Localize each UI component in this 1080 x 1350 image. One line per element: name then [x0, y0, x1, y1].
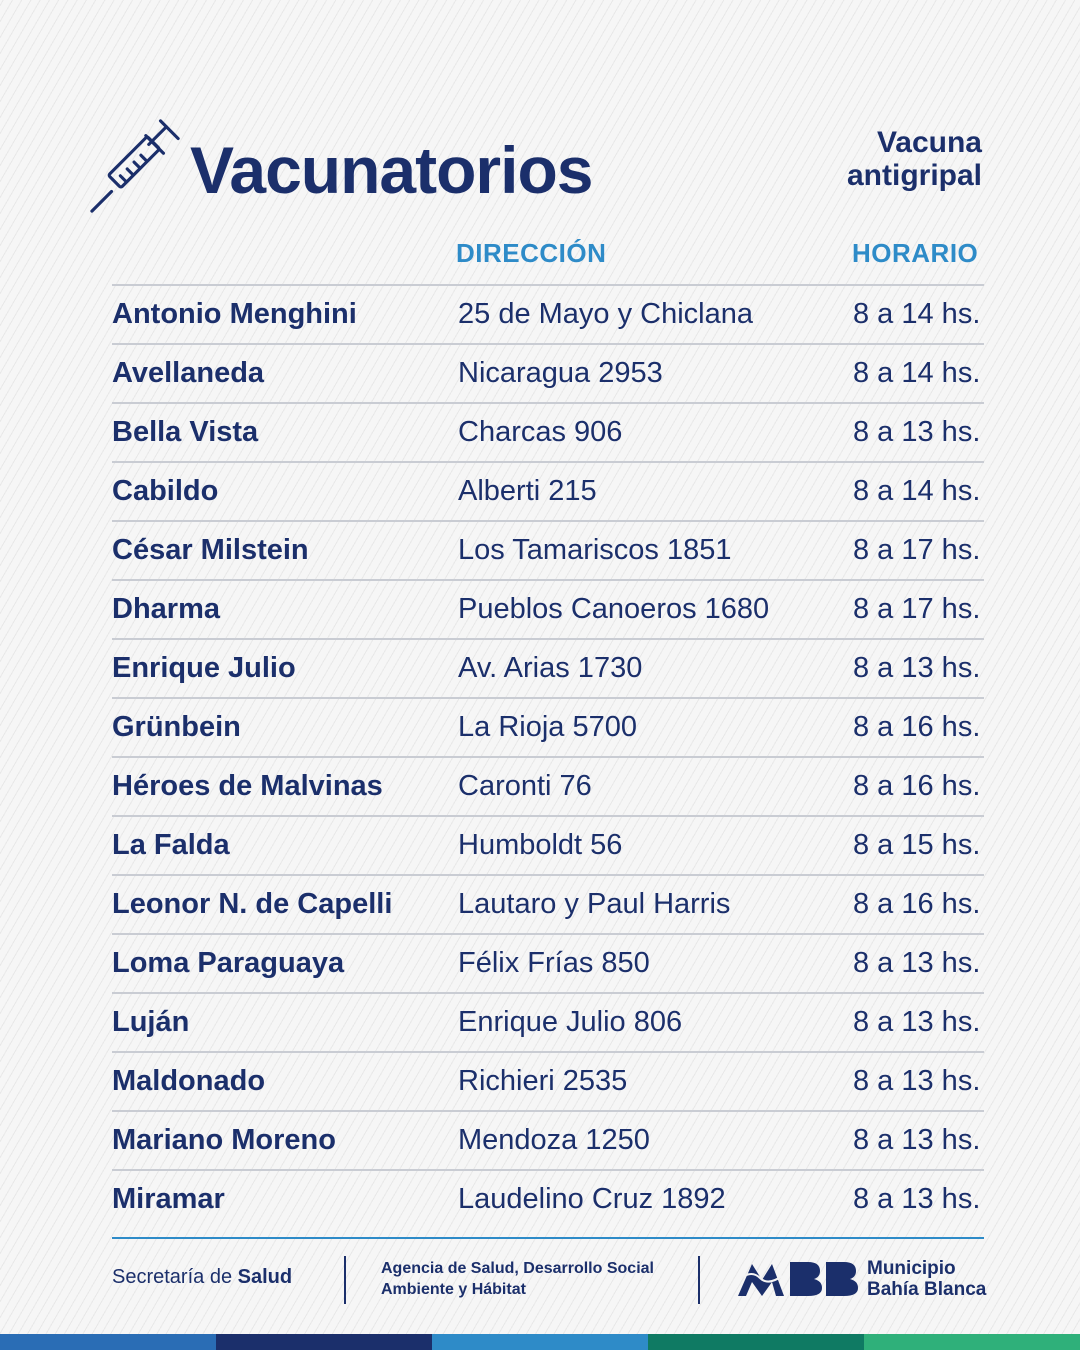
center-name: Dharma	[112, 593, 220, 625]
center-address: Charcas 906	[458, 416, 623, 448]
municipio-line-1: Municipio	[867, 1258, 956, 1279]
agency-line-1: Agencia de Salud, Desarrollo Social	[381, 1260, 654, 1277]
column-header-address: DIRECCIÓN	[456, 238, 607, 268]
page-title: Vacunatorios	[190, 133, 593, 207]
center-address: Pueblos Canoeros 1680	[458, 593, 770, 625]
center-name: Miramar	[112, 1183, 225, 1215]
center-address: Av. Arias 1730	[458, 652, 643, 684]
syringe-icon	[88, 116, 186, 216]
bottom-color-stripes	[0, 1334, 1080, 1350]
center-address: Mendoza 1250	[458, 1124, 650, 1156]
center-hours: 8 a 13 hs.	[853, 416, 981, 448]
table-row	[112, 756, 984, 815]
center-name: Leonor N. de Capelli	[112, 888, 393, 920]
center-name: Avellaneda	[112, 357, 265, 389]
center-name: Grünbein	[112, 711, 241, 743]
table-row	[112, 284, 984, 343]
color-stripe	[432, 1334, 648, 1350]
center-name: La Falda	[112, 829, 230, 861]
agency-line-2: Ambiente y Hábitat	[381, 1281, 526, 1298]
color-stripe	[216, 1334, 432, 1350]
center-hours: 8 a 15 hs.	[853, 829, 981, 861]
center-hours: 8 a 13 hs.	[853, 1065, 981, 1097]
center-hours: 8 a 14 hs.	[853, 357, 981, 389]
footer-separator	[698, 1256, 700, 1304]
center-name: Loma Paraguaya	[112, 947, 345, 979]
center-hours: 8 a 14 hs.	[853, 298, 981, 330]
center-address: Nicaragua 2953	[458, 357, 663, 389]
table-row	[112, 933, 984, 992]
center-address: Laudelino Cruz 1892	[458, 1183, 726, 1215]
center-address: La Rioja 5700	[458, 711, 637, 743]
center-name: Luján	[112, 1006, 190, 1038]
table-row	[112, 874, 984, 933]
table-row	[112, 343, 984, 402]
color-stripe	[864, 1334, 1080, 1350]
center-address: Humboldt 56	[458, 829, 623, 861]
center-address: Caronti 76	[458, 770, 592, 802]
footer	[112, 1252, 987, 1308]
header	[88, 112, 988, 222]
secretaria-name: Salud	[237, 1266, 293, 1288]
center-name: Maldonado	[112, 1065, 266, 1097]
center-hours: 8 a 17 hs.	[853, 593, 981, 625]
subtitle-line-1: Vacuna	[876, 126, 982, 159]
table-row	[112, 638, 984, 697]
table-row	[112, 402, 984, 461]
color-stripe	[648, 1334, 864, 1350]
center-name: Héroes de Malvinas	[112, 770, 383, 802]
table-row	[112, 1110, 984, 1169]
vaccination-centers-table	[112, 284, 984, 1228]
center-hours: 8 a 13 hs.	[853, 1124, 981, 1156]
center-hours: 8 a 16 hs.	[853, 888, 981, 920]
center-address: Alberti 215	[458, 475, 597, 507]
footer-divider	[112, 1237, 984, 1239]
subtitle	[847, 126, 982, 192]
footer-separator	[344, 1256, 346, 1304]
center-name: Mariano Moreno	[112, 1124, 336, 1156]
center-hours: 8 a 13 hs.	[853, 652, 981, 684]
column-header-hours: HORARIO	[852, 238, 979, 268]
municipio-bahia-blanca-logo-icon	[738, 1260, 860, 1298]
center-hours: 8 a 16 hs.	[853, 770, 981, 802]
secretaria-prefix: Secretaría de	[112, 1266, 233, 1288]
center-hours: 8 a 14 hs.	[853, 475, 981, 507]
center-name: Antonio Menghini	[112, 298, 357, 330]
center-address: Enrique Julio 806	[458, 1006, 683, 1038]
center-name: Enrique Julio	[112, 652, 296, 684]
subtitle-line-2: antigripal	[846, 159, 982, 192]
table-row	[112, 697, 984, 756]
color-stripe	[0, 1334, 216, 1350]
center-address: Los Tamariscos 1851	[458, 534, 732, 566]
center-address: 25 de Mayo y Chiclana	[458, 298, 753, 330]
center-hours: 8 a 13 hs.	[853, 947, 981, 979]
center-name: Bella Vista	[112, 416, 259, 448]
municipio-line-2: Bahía Blanca	[867, 1279, 987, 1300]
center-hours: 8 a 13 hs.	[853, 1183, 981, 1215]
center-name: Cabildo	[112, 475, 219, 507]
center-hours: 8 a 17 hs.	[853, 534, 981, 566]
center-hours: 8 a 13 hs.	[853, 1006, 981, 1038]
table-row	[112, 992, 984, 1051]
agency-label	[381, 1258, 654, 1300]
center-name: César Milstein	[112, 534, 309, 566]
table-row	[112, 520, 984, 579]
table-row	[112, 579, 984, 638]
municipio-name	[867, 1258, 986, 1300]
center-address: Richieri 2535	[458, 1065, 628, 1097]
table-row	[112, 815, 984, 874]
municipio-logo	[738, 1258, 987, 1302]
table-row	[112, 461, 984, 520]
center-hours: 8 a 16 hs.	[853, 711, 981, 743]
table-row	[112, 1169, 984, 1228]
secretaria-label	[112, 1266, 292, 1289]
center-address: Félix Frías 850	[458, 947, 650, 979]
center-address: Lautaro y Paul Harris	[458, 888, 731, 920]
table-row	[112, 1051, 984, 1110]
